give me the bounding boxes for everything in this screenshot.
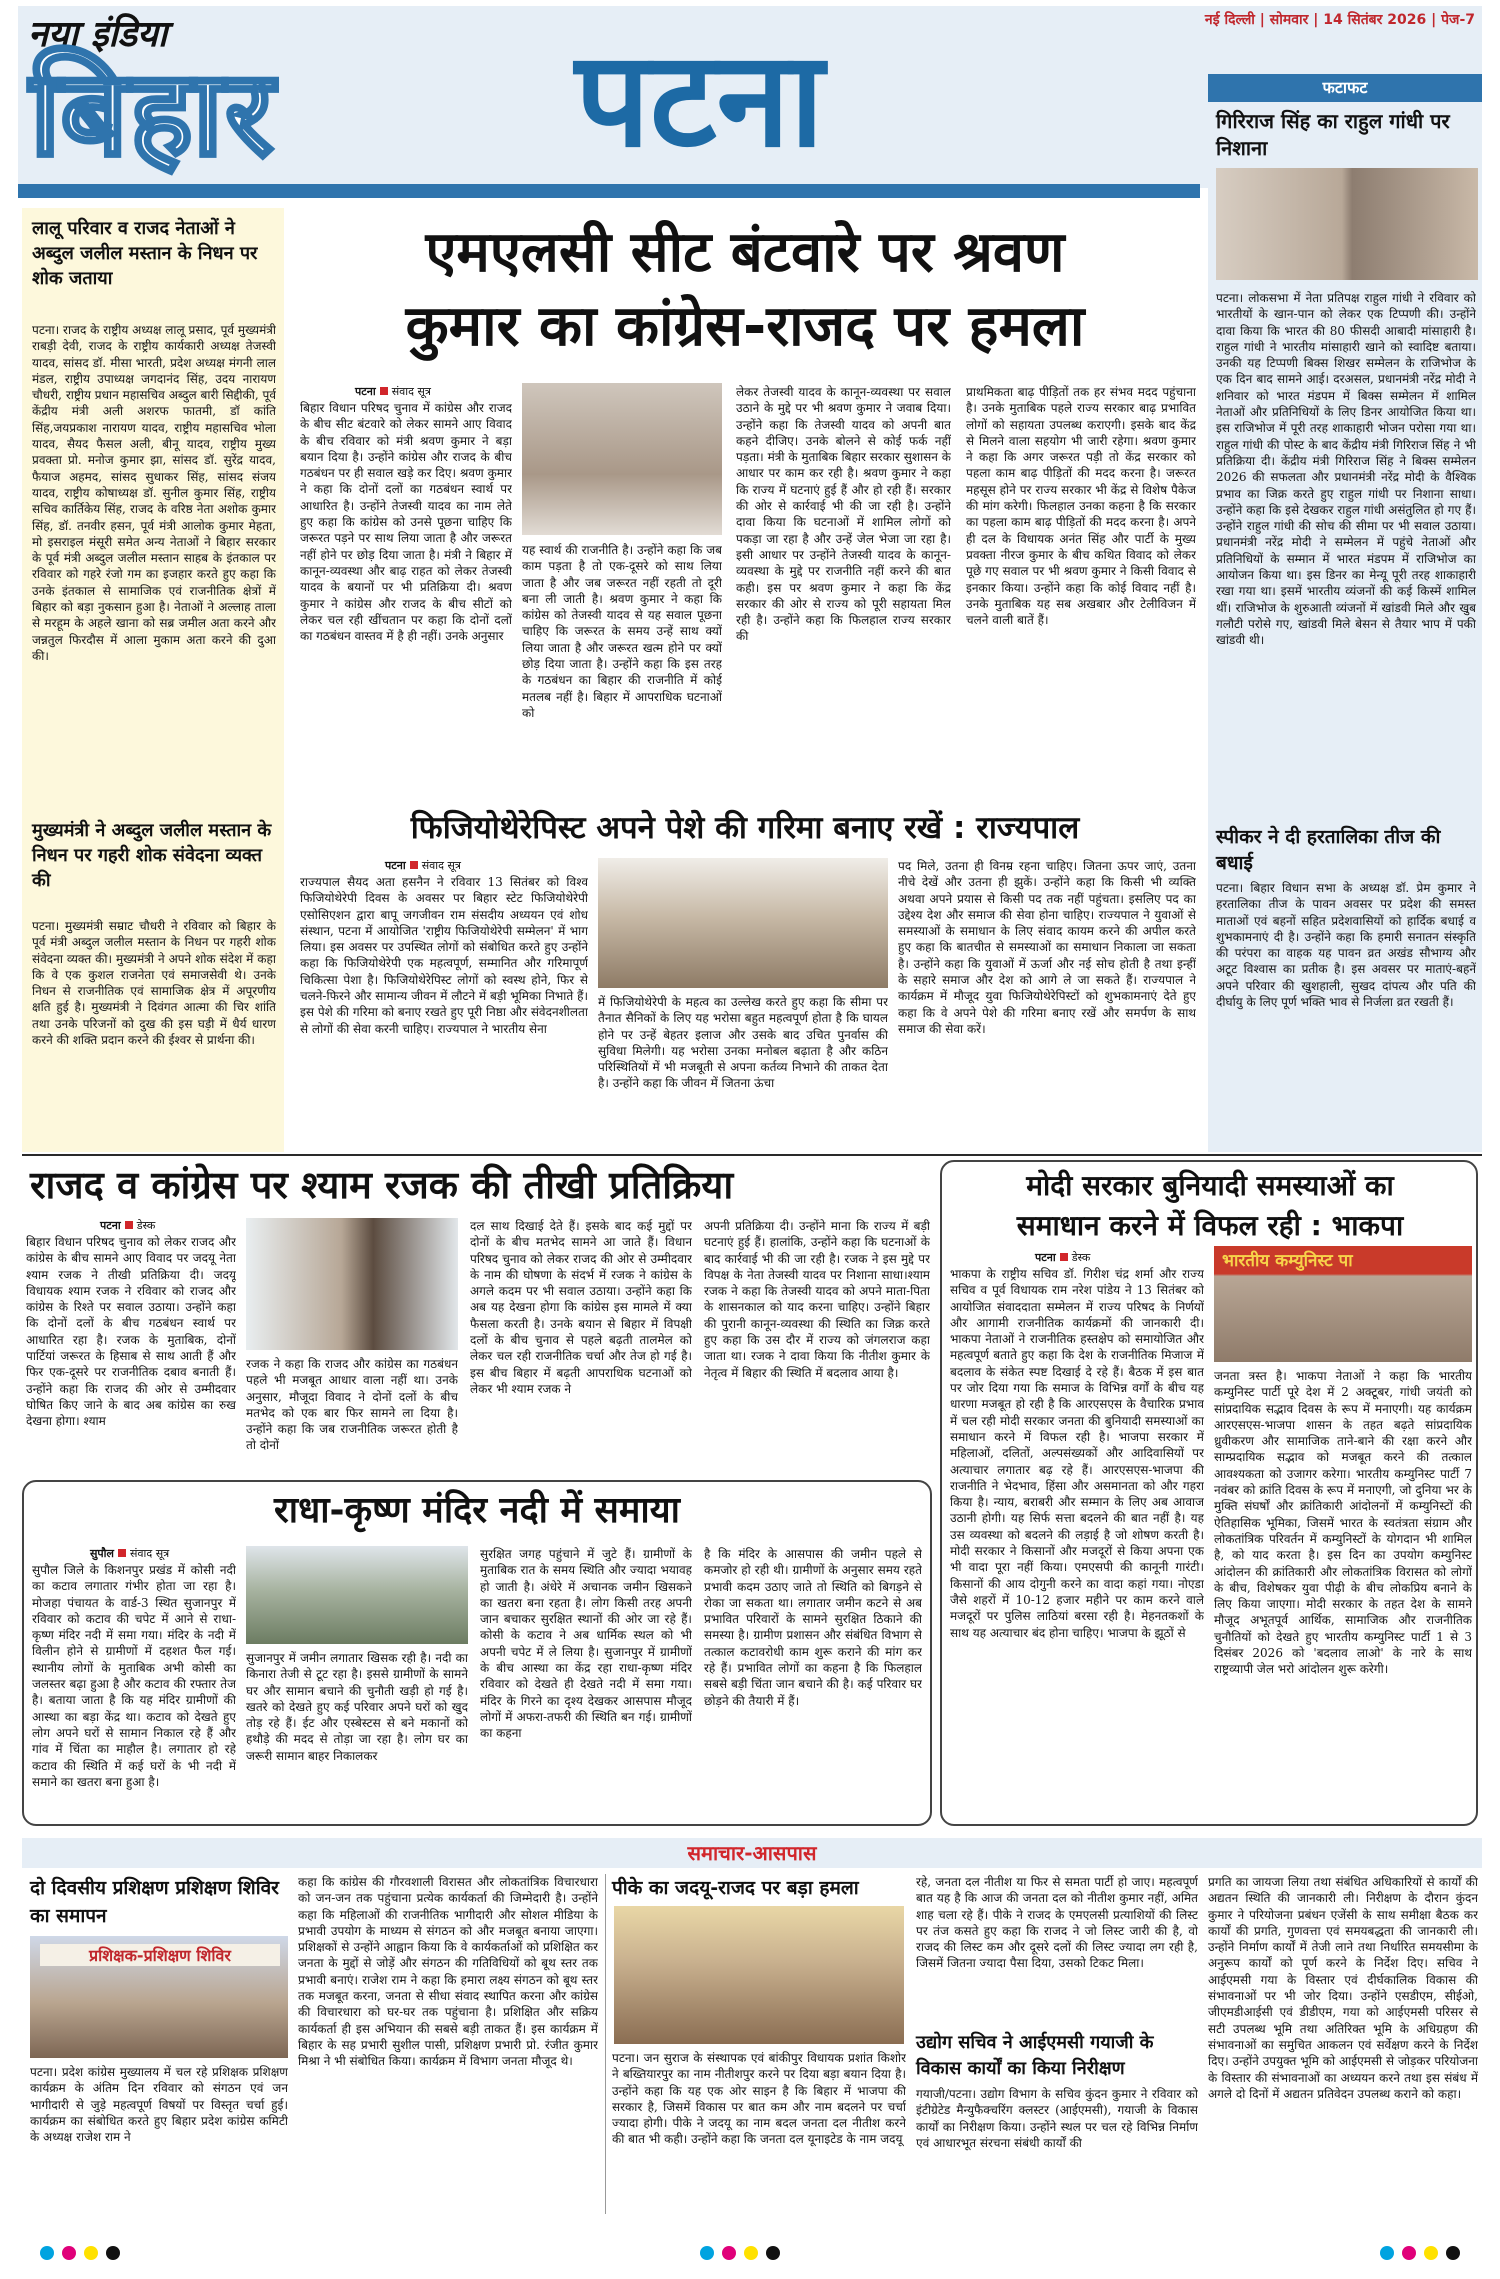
cpi-byline (1035, 1250, 1090, 1265)
reg-mark-magenta (1402, 2246, 1416, 2260)
cpi-photo-banner: भारतीय कम्युनिस्ट पा (1222, 1251, 1353, 1271)
aaspas-story3-body: गयाजी/पटना। उद्योग विभाग के सचिव कुंदन कुमार ने रविवार को इंटीग्रेटेड मैन्युफैक्चरिंग क्लस्टर (आईएमसी), गयाजी के विकास कार्यों का निरीक्षण किया। उन्होंने स्थल पर चल रहे विभिन्न निर्माण एवं आधारभूत संरचना संबंधी कार्यों की (916, 2087, 1198, 2150)
reg-mark-black (106, 2246, 120, 2260)
speaker-body: पटना। बिहार विधान सभा के अध्यक्ष डॉ. प्रेम कुमार ने हरतालिका तीज के पावन अवसर पर प्रदेश की समस्त माताओं एवं बहनों सहित प्रदेशवासियों को हार्दिक बधाई व शुभकामनाएं दी है। उन्होंने कहा कि हमारी सनातन संस्कृति की परंपरा का वाहक यह पावन व्रत अखंड सौभाग्य और अटूट विश्वास का प्रतीक है। इस अवसर पर माताएं-बहनें अपने परिवार की खुशहाली, सुखद दांपत्य और पति की दीर्घायु के लिए पूर्ण भक्ति भाव से निर्जला व्रत रखती हैं। (1216, 881, 1476, 1010)
shyam-body-col2: रजक ने कहा कि राजद और कांग्रेस का गठबंधन पहले भी मजबूत आधार वाला नहीं था। उनके अनुसार, मौजूदा विवाद ने दोनों दलों के बीच मतभेद को एक बार फिर सामने ला दिया है। उन्होंने कहा कि जब राजनीतिक जरूरत होती है तो दोनों (246, 1357, 458, 1453)
shyam-body-col4: अपनी प्रतिक्रिया दी। उन्होंने माना कि राज्य में बड़ी घटनाएं हुई हैं। हालांकि, उन्होंने कहा कि घटनाओं के बाद कार्रवाई भी की जा रही है। रजक ने इस मुद्दे पर विपक्ष के नेता तेजस्वी यादव पर निशाना साधा।श्याम रजक ने कहा कि तेजस्वी यादव को अपने माता-पिता के शासनकाल को याद करना चाहिए। उन्होंने बिहार की पुरानी कानून-व्यवस्था की स्थिति का जिक्र करते हुए कहा कि उस दौर में राज्य को जंगलराज कहा जाता था। रजक ने दावा किया कि नीतीश कुमार के नेतृत्व में बिहार की स्थिति में बदलाव आया है। (704, 1219, 930, 1380)
registration-bar (0, 2232, 1500, 2272)
radha-headline: राधा-कृष्ण मंदिर नदी में समाया (274, 1490, 680, 1531)
reg-mark-magenta (722, 2246, 736, 2260)
reg-mark-yellow (84, 2246, 98, 2260)
physio-body-col2: में फिजियोथेरेपी के महत्व का उल्लेख करते हुए कहा कि सीमा पर तैनात सैनिकों के लिए यह भरोसा बहुत महत्वपूर्ण होता है कि घायल होने पर उन्हें बेहतर इलाज और उसके बाद उचित पुनर्वास की सुविधा मिलेगी। यह भरोसा उनका मनोबल बढ़ाता है और कठिन परिस्थितियों में भी मजबूती से अपना कर्तव्य निभाने की ताकत देता है। उन्होंने कहा कि जीवन में जितना ऊंचा (598, 995, 888, 1091)
lead-body-col3: लेकर तेजस्वी यादव के कानून-व्यवस्था पर सवाल उठाने के मुद्दे पर भी श्रवण कुमार ने जवाब दिया। उन्होंने कहा कि तेजस्वी यादव को अपनी बात कहने दीजिए। उनके बोलने से कोई फर्क नहीं पड़ता। मंत्री के मुताबिक बिहार सरकार सुशासन के आधार पर काम कर रही है। श्रवण कुमार ने कहा कि राज्य में घटनाएं हुई हैं और हो रही हैं। सरकार की ओर से कार्रवाई भी की जा रही है। उन्होंने दावा किया कि घटनाओं में शामिल लोगों को पकड़ा जा रहा है और उन्हें जेल भेजा जा रहा है। इसी आधार पर उन्होंने तेजस्वी यादव के कानून-व्यवस्था के मुद्दे पर राजनीति नहीं करने की बात कही। इस पर श्रवण कुमार ने कहा कि केंद्र सरकार की ओर से राज्य को पूरी सहायता मिल रही है। उन्होंने कहा कि फिलहाल राज्य सरकार की (736, 385, 951, 644)
byline-marker (380, 387, 388, 395)
physio-headline: फिजियोथेरेपिस्ट अपने पेशे की गरिमा बनाए रखें : राज्यपाल (410, 810, 1080, 846)
dateline: नई दिल्ली | सोमवार | 14 सितंबर 2026 | पेज-7 (1204, 12, 1475, 28)
city-name: पटना (575, 23, 824, 177)
physio-byline (385, 858, 461, 873)
shyam-photo (246, 1218, 458, 1350)
aaspas-story1-body-col2: कहा कि कांग्रेस की गौरवशाली विरासत और लोकतांत्रिक विचारधारा को जन-जन तक पहुंचाना प्रत्येक कार्यकर्ता की जिम्मेदारी है। उन्होंने कहा कि महिलाओं की राजनीतिक भागीदारी और सोशल मीडिया के प्रभावी उपयोग के माध्यम से संगठन को और मजबूत बनाया जाएगा। प्रशिक्षकों से उन्होंने आह्वान किया कि वे कार्यकर्ताओं को प्रशिक्षित कर जनता के मुद्दों से जोड़ें और संगठन की गतिविधियों को बूथ स्तर तक प्रभावी बनाएं। राजेश राम ने कहा कि हमारा लक्ष्य संगठन को बूथ स्तर तक मजबूत करना, जनता से सीधा संवाद स्थापित करना और कांग्रेस की विचारधारा को घर-घर तक पहुंचाना है। प्रशिक्षित और सक्रिय कार्यकर्ता ही इस अभियान की सबसे बड़ी ताकत हैं। इस कार्यक्रम में बिहार के सह प्रभारी सुशील पासी, प्रशिक्षण प्रभारी प्रो. रंजीत कुमार मिश्रा ने भी संबोधित किया। कार्यक्रम में विभाग जनता मौजूद थे। (298, 1875, 598, 2069)
lead-byline-source: संवाद सूत्र (391, 385, 431, 398)
paper-name: नया इंडिया (28, 14, 168, 55)
reg-mark-yellow (744, 2246, 758, 2260)
physio-body-col1: राज्यपाल सैयद अता हसनैन ने रविवार 13 सितंबर को विश्व फिजियोथेरेपी दिवस के अवसर पर बिहार स्टेट फिजियोथेरेपी एसोसिएशन द्वारा बापू जगजीवन राम संसदीय अध्ययन एवं शोध संस्थान, पटना में आयोजित 'राष्ट्रीय फिजियोथेरेपी सम्मेलन' में भाग लिया। इस अवसर पर उपस्थित लोगों को संबोधित करते हुए उन्होंने कहा कि फिजियोथेरेपी एक महत्वपूर्ण, सम्मानित और गरिमापूर्ण चिकित्सा पेशा है। फिजियोथेरेपिस्ट लोगों को स्वस्थ होने, फिर से चलने-फिरने और सामान्य जीवन में लौटने में बड़ी भूमिका निभाते हैं। इस पेशे की गरिमा को बनाए रखते हुए पूरी निष्ठा और संवेदनशीलता से लोगों की सेवा करनी चाहिए। राज्यपाल ने भारतीय सेना (300, 875, 588, 1036)
fatafat-photo (1216, 168, 1478, 280)
lead-byline (355, 384, 431, 399)
aaspas-story2-body: पटना। जन सुराज के संस्थापक एवं बांकीपुर विधायक प्रशांत किशोर ने बख्तियारपुर का नाम नीतीशपुर करने पर दिया बड़ा बयान दिया है। उन्होंने कहा कि यह एक ओर साइन है कि बिहार में भाजपा की सरकार है, जिसमें विकास पर बात कम और नाम बदलने पर चर्चा ज्यादा होगी। पीके ने जदयू का नाम बदल जनता दल नीतीश करने की बात भी कही। उन्होंने कहा कि जनता दल यूनाइटेड के नाम जदयू (612, 2051, 906, 2147)
aaspas-story1-headline: दो दिवसीय प्रशिक्षण प्रशिक्षण शिविर का समापन (30, 1877, 279, 1927)
lead-headline-line2: कुमार का कांग्रेस-राजद पर हमला (405, 294, 1085, 359)
lead-photo (522, 383, 722, 535)
physio-byline-source: संवाद सूत्र (421, 859, 461, 872)
reg-mark-black (766, 2246, 780, 2260)
byline-marker (1060, 1253, 1068, 1261)
shyam-byline (100, 1218, 155, 1233)
cpi-byline-place: पटना (1035, 1251, 1056, 1264)
state-name: बिहार (30, 44, 276, 182)
lead-body-col2: यह स्वार्थ की राजनीति है। उन्होंने कहा कि जब काम पड़ता है तो एक-दूसरे को साथ लिया जाता है और जब जरूरत नहीं रहती तो दूरी बना ली जाती है। श्रवण कुमार ने कहा कि कांग्रेस को तेजस्वी यादव से यह सवाल पूछना चाहिए कि जरूरत के समय उन्हें साथ क्यों लिया जाता है और जरूरत खत्म होने पर क्यों छोड़ दिया जाता है। उन्होंने कहा कि इस तरह के गठबंधन का बिहार की राजनीति में कोई मतलब नहीं है। बिहार में आपराधिक घटनाओं को (522, 543, 722, 720)
shyam-headline: राजद व कांग्रेस पर श्याम रजक की तीखी प्रतिक्रिया (30, 1163, 734, 1207)
byline-marker (118, 1549, 126, 1557)
lead-body-col4: प्राथमिकता बाढ़ पीड़ितों तक हर संभव मदद पहुंचाना है। उनके मुताबिक पहले राज्य सरकार बाढ़ प्रभावित लोगों को सहायता उपलब्ध कराएगी। इसके बाद केंद्र से मिलने वाला सहयोग भी जारी रहेगा। श्रवण कुमार ने कहा कि अगर जरूरत पड़ी तो केंद्र सरकार को पहला काम बाढ़ पीड़ितों की मदद करना है। जरूरत महसूस होने पर राज्य सरकार भी केंद्र से विशेष पैकेज की मांग करेगी। फिलहाल उनका कहना है कि सरकार का पहला काम बाढ़ पीड़ितों की मदद करना है। अपने ही दल के विधायक अनंत सिंह और पार्टी के मुख्य प्रवक्ता नीरज कुमार के बीच कथित विवाद को लेकर पूछे गए सवाल पर भी श्रवण कुमार ने किसी विवाद से इनकार किया। उन्होंने कहा कि कोई विवाद नहीं है। उनके मुताबिक यह सब अखबार और टेलीविजन में चलने वाली बातें हैं। (966, 385, 1196, 628)
cpi-headline-line2: समाधान करने में विफल रही : भाकपा (1016, 1209, 1404, 1242)
fatafat-body: पटना। लोकसभा में नेता प्रतिपक्ष राहुल गांधी ने रविवार को भारतीयों के खान-पान को लेकर एक टिप्पणी की। उन्होंने दावा किया कि भारत की 80 फीसदी आबादी मांसाहारी है। राहुल गांधी ने भारतीय मांसाहारी खाने को स्वादिष्ट बताया। उनकी यह टिप्पणी बिक्स शिखर सम्मेलन के राजिभोज के एक दिन बाद सामने आई। दरअसल, प्रधानमंत्री नरेंद्र मोदी ने शनिवार को भारत मंडपम में बिक्स सम्मेलन में शामिल नेताओं और प्रतिनिधियों के लिए डिनर आयोजित किया था। इस राजिभोज में पूरी तरह शाकाहारी भोजन परोसा गया था। राहुल गांधी की पोस्ट के बाद केंद्रीय मंत्री गिरिराज सिंह ने भी प्रतिक्रिया दी। केंद्रीय मंत्री गिरिराज सिंह ने बिक्स सम्मेलन 2026 की सफलता और प्रधानमंत्री नरेंद्र मोदी के वैश्विक प्रभाव का जिक्र करते हुए राहुल गांधी पर निशाना साधा। उन्होंने कहा कि इसे देखकर राहुल गांधी असंतुलित हो गए हैं। उन्होंने राहुल गांधी की सोच की सीमा पर भी सवाल उठाया। प्रधानमंत्री नरेंद्र मोदी ने सम्मेलन में पहुंचे नेताओं और प्रतिनिधियों के सम्मान में भारत मंडपम में राजिभोज का आयोजन किया था। इस डिनर का मेन्यू पूरी तरह शाकाहारी रखा गया था। इसमें भारतीय व्यंजनों की कई किस्में शामिल थीं। राजिभोज के शुरुआती व्यंजनों में खांडवी मिले और खुब गलौटी परोसे गए, खांडवी मिले बेसन से तैयार भाप में पकी खांडवी थी। (1216, 291, 1476, 648)
cpi-headline-line1: मोदी सरकार बुनियादी समस्याओं का (1026, 1169, 1394, 1202)
radha-byline (90, 1546, 169, 1561)
aaspas-story2-photo (614, 1906, 904, 2044)
reg-mark-black (1446, 2246, 1460, 2260)
divider (22, 1154, 1482, 1156)
lead-headline-line1: एमएलसी सीट बंटवारे पर श्रवण (425, 220, 1065, 285)
shyam-body-col1: बिहार विधान परिषद चुनाव को लेकर राजद और कांग्रेस के बीच सामने आए विवाद पर जदयू नेता श्याम रजक ने तीखी प्रतिक्रिया दी। जदयू विधायक श्याम रजक ने रविवार को राजद और कांग्रेस के रिश्ते पर सवाल उठाया। उन्होंने कहा कि दोनों दलों के बीच गठबंधन स्वार्थ पर आधारित रहा है। रजक के मुताबिक, दोनों पार्टियां जरूरत के हिसाब से साथ आती हैं और फिर एक-दूसरे पर राजनीतिक दबाव बनाती हैं। उन्होंने कहा कि राजद की ओर से उम्मीदवार घोषित किए जाने के बाद अब कांग्रेस का रुख देखना होगा। श्याम (26, 1235, 236, 1429)
cpi-body-col1: भाकपा के राष्ट्रीय सचिव डॉ. गिरीश चंद्र शर्मा और राज्य सचिव व पूर्व विधायक राम नरेश पांडेय ने 13 सितंबर को आयोजित संवाददाता सम्मेलन में राज्य परिषद के निर्णयों और आगामी राजनीतिक कार्यक्रमों की जानकारी दी। भाकपा नेताओं ने राजनीतिक हस्तक्षेप को समायोजित और महत्वपूर्ण बताते हुए कहा कि देश के राजनीतिक मिजाज में बदलाव के संकेत स्पष्ट दिखाई दे रहे हैं। बैठक में इस बात पर जोर दिया गया कि समाज के विभिन्न वर्गों के बीच यह धारणा मजबूत हो रही है कि आरएसएस के वैचारिक प्रभाव में चल रही मोदी सरकार जनता की बुनियादी समस्याओं का समाधान करने में विफल रही है। भाजपा सरकार में महिलाओं, दलितों, अल्पसंख्यकों और आदिवासियों पर अत्याचार लगातार बढ़ रहे हैं। आरएसएस-भाजपा की राजनीति ने भेदभाव, हिंसा और असमानता को और गहरा किया है। न्याय, बराबरी और सम्मान के लिए अब आवाज उठानी होगी। यह सिर्फ सत्ता बदलने की बात नहीं है। यह उस व्यवस्था को बदलने की लड़ाई है जो शोषण करती है। मोदी सरकार ने किसानों और मजदूरों से किया अपना एक भी वादा पूरा नहीं किया। एमएसपी की कानूनी गारंटी। किसानों की आय दोगुनी करने का वादा कहां गया। नोएडा जैसे शहरों में 10-12 हजार महीने पर काम करने वाले मजदूरों पर पुलिस लाठियां बरसा रही है। मेहनतकशों के साथ यह अत्याचार बंद होना चाहिए। भाजपा के झूठों से (950, 1267, 1204, 1640)
aaspas-story4-body: प्रगति का जायजा लिया तथा संबंधित अधिकारियों से कार्यों की अद्यतन स्थिति की जानकारी ली। निरीक्षण के दौरान कुंदन कुमार ने परियोजना प्रबंधन एजेंसी के साथ समीक्षा बैठक कर कार्यों की प्रगति, गुणवत्ता एवं समयबद्धता की जानकारी ली। उन्होंने निर्माण कार्यों में तेजी लाने तथा निर्धारित समयसीमा के अनुरूप कार्यों को पूर्ण करने के निर्देश दिए। सचिव ने आईएमसी गया के विस्तार एवं दीर्घकालिक विकास की संभावनाओं पर भी जोर दिया। उन्होंने एसडीएम, सीईओ, जीएमडीआईसी एवं डीडीएम, गया को आईएमसी परिसर से सटी उपलब्ध भूमि तथा अतिरिक्त भूमि के अधिग्रहण की संभावनाओं का समुचित आकलन एवं सर्वेक्षण करने के निर्देश दिए। उन्होंने उपयुक्त भूमि को आईएमसी से जोड़कर परियोजना के विस्तार की संभावनाओं का अध्ययन करने तथा इस संबंध में अगले दो दिनों में अद्यतन प्रतिवेदन उपलब्ध कराने को कहा। (1208, 1875, 1478, 2101)
reg-mark-yellow (1424, 2246, 1438, 2260)
radha-byline-source: संवाद सूत्र (130, 1547, 170, 1560)
aaspas-story2-headline: पीके का जदयू-राजद पर बड़ा हमला (612, 1877, 859, 1899)
byline-marker (125, 1221, 133, 1229)
reg-mark-magenta (62, 2246, 76, 2260)
physio-photo (598, 858, 888, 988)
aaspas-story3-headline: उद्योग सचिव ने आईएमसी गयाजी के विकास कार्यों का किया निरीक्षण (916, 2032, 1154, 2079)
byline-marker (410, 861, 418, 869)
shyam-byline-place: पटना (100, 1219, 121, 1232)
fatafat-label: फटाफट (1208, 74, 1482, 102)
radha-body-col2: सुजानपुर में जमीन लगातार खिसक रही है। नदी का किनारा तेजी से टूट रहा है। इससे ग्रामीणों के सामने घर और सामान बचाने की चुनौती खड़ी हो गई है। खतरे को देखते हुए कई परिवार अपने घरों को खुद तोड़ रहे हैं। ईट और एस्बेस्टस से बने मकानों को हथौड़े की मदद से तोड़ा जा रहा है। लोग घर का जरूरी सामान बाहर निकालकर (246, 1651, 468, 1763)
lead-body-col1: बिहार विधान परिषद चुनाव में कांग्रेस और राजद के बीच सीट बंटवारे को लेकर सामने आए विवाद के बीच रविवार को मंत्री श्रवण कुमार ने बड़ा बयान दिया है। उन्होंने कांग्रेस और राजद के बीच गठबंधन पर ही सवाल खड़े कर दिए। श्रवण कुमार ने कहा कि दोनों दलों का गठबंधन स्वार्थ पर आधारित है। उन्होंने तेजस्वी यादव का नाम लेते हुए कहा कि कांग्रेस को उनसे पूछना चाहिए कि जरूरत पड़ने पर साथ लिया जाता है और जरूरत नहीं होने पर छोड़ दिया जाता है। मंत्री ने बिहार में कानून-व्यवस्था और बाढ़ राहत को लेकर तेजस्वी यादव के बयानों पर भी प्रतिक्रिया दी। श्रवण कुमार ने कांग्रेस और राजद के बीच सीटों को लेकर चल रही खींचतान पर कहा कि दोनों दलों का गठबंधन वास्तव में है ही नहीं। उनके अनुसार (300, 401, 512, 644)
aaspas-story1-photo-banner: प्रशिक्षक-प्रशिक्षण शिविर (40, 1944, 280, 1966)
left-story2-headline: मुख्यमंत्री ने अब्दुल जलील मस्तान के निधन पर गहरी शोक संवेदना व्यक्त की (32, 820, 272, 891)
radha-body-col4: है कि मंदिर के आसपास की जमीन पहले से कमजोर हो रही थी। ग्रामीणों के अनुसार समय रहते प्रभावी कदम उठाए जाते तो स्थिति को बिगड़ने से रोका जा सकता था। लगातार जमीन कटने से अब प्रभावित परिवारों के सामने सुरक्षित ठिकाने की समस्या है। ग्रामीण प्रशासन और संबंधित विभाग से तत्काल कटावरोधी काम शुरू कराने की मांग कर रहे हैं। प्रभावित लोगों का कहना है कि फिलहाल सबसे बड़ी चिंता जान बचाने की है। कई परिवार घर छोड़ने की तैयारी में हैं। (704, 1547, 922, 1708)
radha-byline-place: सुपौल (90, 1547, 114, 1560)
lead-byline-place: पटना (355, 385, 376, 398)
speaker-headline: स्पीकर ने दी हरतालिका तीज की बधाई (1216, 826, 1441, 874)
shyam-byline-source: डेस्क (136, 1219, 156, 1232)
left-story1-body: पटना। राजद के राष्ट्रीय अध्यक्ष लालू प्रसाद, पूर्व मुख्यमंत्री राबड़ी देवी, राजद के राष्ट्रीय कार्यकारी अध्यक्ष तेजस्वी यादव, सांसद डॉ. मीसा भारती, प्रदेश अध्यक्ष मंगनी लाल मंडल, राष्ट्रीय उपाध्यक्ष जगदानंद सिंह, उदय नारायण चौधरी, राष्ट्रीय प्रधान महासचिव अब्दुल बारी सिद्दीकी, पूर्व केंद्रीय मंत्री अली अशरफ फातमी, डॉ कांति सिंह,जयप्रकाश नारायण यादव, राष्ट्रीय महासचिव भोला यादव, सैयद फैसल अली, बीनू यादव, राष्ट्रीय मुख्य प्रवक्ता प्रो. मनोज कुमार झा, सांसद डॉ. सुरेंद्र यादव, फैयाज अहमद, सांसद सुधाकर सिंह, सांसद संजय यादव, राष्ट्रीय कोषाध्यक्ष डॉ. सुनील कुमार सिंह, राष्ट्रीय सचिव कार्तिकेय सिंह, राजद के वरिष्ठ नेता अशोक कुमार सिंह, डॉ. तनवीर हसन, पूर्व मंत्री आलोक कुमार मेहता, मो इसराइल मंसूरी समेत अन्य नेताओं ने बिहार सरकार के पूर्व मंत्री अब्दुल जलील मस्तान साहब के इंतकाल पर रविवार को गहरे रंजो गम का इजहार करते हुए कहा कि उनके इंतकाल से सामाजिक एवं राजनीतिक क्षेत्रों में बिहार को बड़ा नुकसान हुआ है। नेताओं ने अल्लाह ताला से मरहूम के अहले खाना को सब्र जमील अता करने और जन्नतुल फिरदौस में आला मुकाम अता करने की दुआ की। (32, 323, 276, 663)
reg-mark-cyan (700, 2246, 714, 2260)
shyam-body-col3: दल साथ दिखाई देते हैं। इसके बाद कई मुद्दों पर दोनों के बीच मतभेद सामने आ जाते हैं। विधान परिषद चुनाव को लेकर राजद की ओर से उम्मीदवार के नाम की घोषणा के संदर्भ में रजक ने कांग्रेस के अगले कदम पर भी सवाल उठाया। उन्होंने कहा कि अब यह देखना होगा कि कांग्रेस इस मामले में क्या फैसला करती है। उनके बयान से बिहार में विपक्षी दलों के बीच चुनाव से पहले बढ़ती तालमेल को लेकर चल रही राजनीतिक चर्चा और तेज हो गई है। इस बीच बिहार में बढ़ती आपराधिक घटनाओं को लेकर भी श्याम रजक ने (470, 1219, 692, 1396)
cpi-body-col2: जनता त्रस्त है। भाकपा नेताओं ने कहा कि भारतीय कम्युनिस्ट पार्टी पूरे देश में 2 अक्टूबर, गांधी जयंती को सांप्रदायिक सद्भाव दिवस के रूप में मनाएगी। यह कार्यक्रम आरएसएस-भाजपा शासन के तहत बढ़ते सांप्रदायिक ध्रुवीकरण और सामाजिक ताने-बाने की रक्षा करने और साम्प्रदायिक सद्भाव को मजबूत करने की तत्काल आवश्यकता को उजागर करेगा। भारतीय कम्युनिस्ट पार्टी 7 नवंबर को क्रांति दिवस के रूप में मनाएगी, जो दुनिया भर के मुक्ति संघर्षों और क्रांतिकारी आंदोलनों में कम्युनिस्टों की ऐतिहासिक भूमिका, जिसमें भारत के स्वतंत्रता संग्राम और लोकतांत्रिक परिवर्तन में कम्युनिस्टों के योगदान भी शामिल है, को याद करता है। इस दिन का उपयोग कम्युनिस्ट आंदोलन की क्रांतिकारी और लोकतांत्रिक विरासत को लोगों के बीच, विशेषकर युवा पीढ़ी के बीच लोकप्रिय बनाने के लिए किया जाएगा। मोदी सरकार के तहत देश के सामने मौजूद अभूतपूर्व आर्थिक, सामाजिक और राजनीतिक चुनौतियों को देखते हुए भारतीय कम्युनिस्ट पार्टी 1 से 3 दिसंबर 2026 को 'बदलाव लाओ' के नारे के साथ राष्ट्रव्यापी जेल भरो आंदोलन शुरू करेगी। (1214, 1369, 1472, 1677)
fatafat-headline: गिरिराज सिंह का राहुल गांधी पर निशाना (1216, 109, 1450, 160)
aaspas-story1-body-col1: पटना। प्रदेश कांग्रेस मुख्यालय में चल रहे प्रशिक्षक प्रशिक्षण कार्यक्रम के अंतिम दिन रविवार को संगठन एवं जन भागीदारी से जुड़े महत्वपूर्ण विषयों पर विस्तृत चर्चा हुई। कार्यक्रम का संबोधित करते हुए बिहार प्रदेश कांग्रेस कमिटी के अध्यक्ष राजेश राम ने (30, 2065, 288, 2145)
left-story2-body: पटना। मुख्यमंत्री सम्राट चौधरी ने रविवार को बिहार के पूर्व मंत्री अब्दुल जलील मस्तान के निधन पर गहरी शोक संवेदना व्यक्त की। मुख्यमंत्री ने अपने शोक संदेश में कहा कि वे एक कुशल राजनेता एवं समाजसेवी थे। उनके निधन से राजनीतिक एवं सामाजिक क्षेत्र में अपूरणीय क्षति हुई है। मुख्यमंत्री ने दिवंगत आत्मा की चिर शांति तथा उनके परिजनों को दुख की इस घड़ी में धैर्य धारण करने की शक्ति प्रदान करने की ईश्वर से प्रार्थना की। (32, 919, 276, 1048)
radha-body-col3: सुरक्षित जगह पहुंचाने में जुटे हैं। ग्रामीणों के मुताबिक रात के समय स्थिति और ज्यादा भयावह हो जाती है। अंधेरे में अचानक जमीन खिसकने का खतरा बना रहता है। लोग किसी तरह अपनी जान बचाकर सुरक्षित स्थानों की ओर जा रहे हैं। कोसी के कटाव ने अब धार्मिक स्थल को भी अपनी चपेट में ले लिया है। सुजानपुर में ग्रामीणों के बीच आस्था का केंद्र रहा राधा-कृष्ण मंदिर रविवार को देखते ही देखते नदी में समा गया। मंदिर के गिरने का दृश्य देखकर आसपास मौजूद लोगों में अफरा-तफरी की स्थिति बन गई। ग्रामीणों का कहना (480, 1547, 692, 1741)
reg-mark-cyan (40, 2246, 54, 2260)
aaspas-story3-body-top: रहे, जनता दल नीतीश या फिर से समता पार्टी हो जाए। महत्वपूर्ण बात यह है कि आज की जनता दल को नीतीश कुमार नहीं, अमित शाह चला रहे हैं। पीके ने राजद के एमएलसी प्रत्याशियों की लिस्ट पर तंज कसते हुए कहा कि राजद ने जो लिस्ट जारी की है, वो राजद की लिस्ट कम और दूसरे दलों की लिस्ट ज्यादा लग रही है, जिसमें जितना ज्यादा पैसा दिया, उसको टिकट मिला। (916, 1875, 1198, 1971)
aaspas-banner: समाचार-आसपास (687, 1841, 817, 1865)
physio-byline-place: पटना (385, 859, 406, 872)
radha-body-col1: सुपौल जिले के किशनपुर प्रखंड में कोसी नदी का कटाव लगातार गंभीर होता जा रहा है। मोजहा पंचायत के वार्ड-3 स्थित सुजानपुर में रविवार को कटाव की चपेट में आने से राधा-कृष्ण मंदिर नदी में समा गया। मंदिर के नदी में विलीन होने से ग्रामीणों में दहशत फैल गई। स्थानीय लोगों के मुताबिक अभी कोसी का जलस्तर बढ़ा हुआ है और कटाव की रफ्तार तेज है। बताया जाता है कि यह मंदिर ग्रामीणों की आस्था का बड़ा केंद्र था। कटाव को देखते हुए लोग अपने घरों से सामान निकाल रहे हैं और गांव में चिंता का माहौल है। लगातार हो रहे कटाव की स्थिति में कई घरों के भी नदी में समाने का खतरा बना हुआ है। (32, 1563, 236, 1789)
reg-mark-cyan (1380, 2246, 1394, 2260)
cpi-byline-source: डेस्क (1071, 1251, 1091, 1264)
divider (605, 1874, 606, 2214)
left-story1-headline: लालू परिवार व राजद नेताओं ने अब्दुल जलील मस्तान के निधन पर शोक जताया (32, 218, 258, 289)
radha-photo (246, 1546, 468, 1644)
physio-body-col3: पद मिले, उतना ही विनम्र रहना चाहिए। जितना ऊपर जाएं, उतना नीचे देखें और उतना ही झुकें। उन्होंने कहा कि किसी भी व्यक्ति अथवा अपने प्रयास से किसी पद तक नहीं पहुंचता। इसलिए पद का उद्देश्य देश और समाज की सेवा होना चाहिए। राज्यपाल ने युवाओं से समस्याओं के समाधान के लिए संवाद कायम करने की अपील करते हुए कहा कि बातचीत से समस्याओं का समाधान निकाला जा सकता है। उन्होंने कहा कि युवाओं में ऊर्जा और नई सोच होती है तथा इन्हीं के सहारे समाज और देश को आगे ले जा सकते हैं। राज्यपाल ने कार्यक्रम में मौजूद युवा फिजियोथेरेपिस्टों को शुभकामनाएं देते हुए कहा कि वे अपने पेशे की गरिमा बनाए रखें और समर्पण के साथ समाज की सेवा करें। (898, 859, 1196, 1036)
